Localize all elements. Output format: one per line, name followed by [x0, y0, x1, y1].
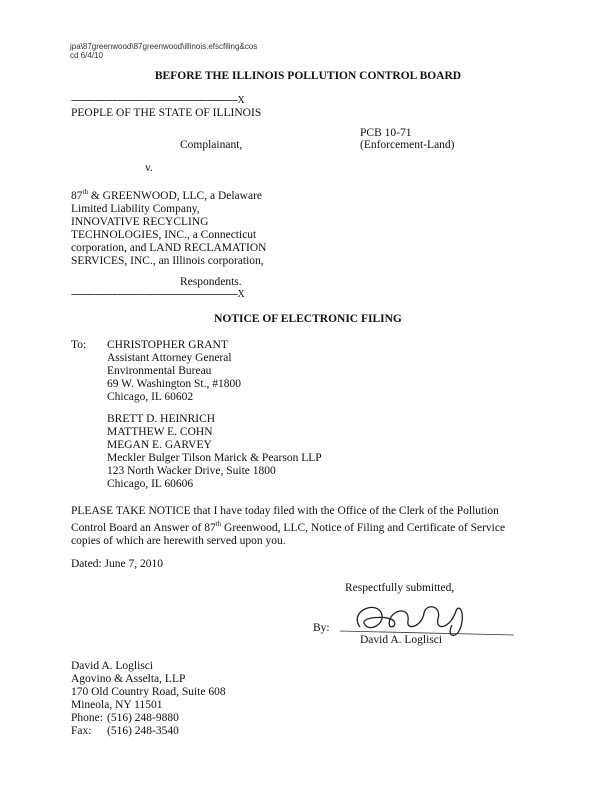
respondent-prefix: 87 — [71, 189, 83, 202]
respondent-line-2: Limited Liability Company, — [71, 202, 200, 215]
recipient-1-line: Chicago, IL 60602 — [107, 391, 194, 403]
recipient-2-line: 123 North Wacker Drive, Suite 1800 — [107, 465, 276, 477]
complainant-label: Complainant, — [180, 139, 243, 151]
recipient-1 — [107, 339, 241, 404]
closing: Respectfully submitted, — [345, 582, 455, 594]
attorney-firm: Agovino & Asselta, LLP — [71, 673, 186, 685]
body-line-2 — [71, 518, 505, 535]
case-number: PCB 10-71 — [360, 127, 412, 139]
phone-number: (516) 248-9880 — [107, 712, 179, 724]
caption-separator-top: -------------------------------------------------------------X — [71, 95, 245, 106]
caption-separator-bottom: -------------------------------------------------------------X — [71, 289, 245, 300]
to-label: To: — [71, 339, 87, 351]
signer-name: David A. Loglisci — [360, 634, 443, 646]
case-type: (Enforcement-Land) — [360, 139, 455, 151]
respondent-line-3: INNOVATIVE RECYCLING — [71, 215, 209, 228]
recipient-1-line: Assistant Attorney General — [107, 352, 232, 364]
recipient-2-line: MATTHEW E. COHN — [107, 426, 213, 438]
recipient-2-line: BRETT D. HEINRICH — [107, 413, 216, 425]
file-reference — [70, 42, 257, 60]
signature-stroke — [357, 607, 462, 636]
file-path: jpa\87greenwood\87greenwood\illinois.efscfiling&cos — [70, 42, 258, 51]
attorney-name: David A. Loglisci — [71, 660, 154, 672]
respondent-line-5: corporation, and LAND RECLAMATION — [71, 241, 267, 254]
attorney-phone-row — [71, 712, 226, 725]
phone-label: Phone: — [71, 712, 103, 724]
respondents-label: Respondents. — [180, 276, 242, 288]
respondent-line-4: TECHNOLOGIES, INC., a Connecticut — [71, 228, 257, 241]
recipient-1-line: CHRISTOPHER GRANT — [107, 339, 228, 351]
file-date: cd 6/4/10 — [70, 51, 103, 60]
recipient-2 — [107, 413, 322, 491]
attorney-city: Mineola, NY 11501 — [71, 699, 163, 711]
dated-line: Dated: June 7, 2010 — [71, 558, 163, 570]
document-title: BEFORE THE ILLINOIS POLLUTION CONTROL BOARD — [154, 70, 462, 82]
recipient-1-line: 69 W. Washington St., #1800 — [107, 378, 242, 390]
body-line-1: PLEASE TAKE NOTICE that I have today filed with the Office of the Clerk of the Pollution — [71, 505, 499, 517]
complainant-name: PEOPLE OF THE STATE OF ILLINOIS — [71, 107, 262, 119]
attorney-fax-row — [71, 725, 226, 738]
recipient-2-line: MEGAN E. GARVEY — [107, 439, 212, 451]
recipient-1-line: Environmental Bureau — [107, 365, 212, 377]
respondent-line-1-text: & GREENWOOD, LLC, a Delaware — [87, 189, 262, 202]
respondents-block — [71, 186, 266, 268]
respondent-line-1 — [71, 186, 266, 203]
respondent-sup: th — [82, 188, 88, 196]
by-label: By: — [313, 622, 330, 634]
notice-body — [71, 505, 505, 548]
fax-label: Fax: — [71, 725, 92, 737]
recipient-2-line: Meckler Bulger Tilson Marick & Pearson LLP — [107, 452, 322, 464]
fax-number: (516) 248-3540 — [107, 725, 179, 737]
body-line-3: copies of which are herewith served upon you. — [71, 534, 286, 547]
attorney-block — [71, 660, 226, 738]
recipient-2-line: Chicago, IL 60606 — [107, 478, 194, 490]
respondent-line-6: SERVICES, INC., an Illinois corporation, — [71, 254, 264, 267]
notice-title: NOTICE OF ELECTRONIC FILING — [214, 313, 402, 325]
body-line-2-sup: th — [215, 520, 222, 528]
body-line-2-b: Greenwood, LLC, Notice of Filing and Certificate of Service — [221, 521, 506, 534]
attorney-street: 170 Old Country Road, Suite 608 — [71, 686, 226, 698]
versus: v. — [145, 162, 153, 174]
body-line-2-a: Control Board an Answer of 87 — [71, 521, 216, 534]
